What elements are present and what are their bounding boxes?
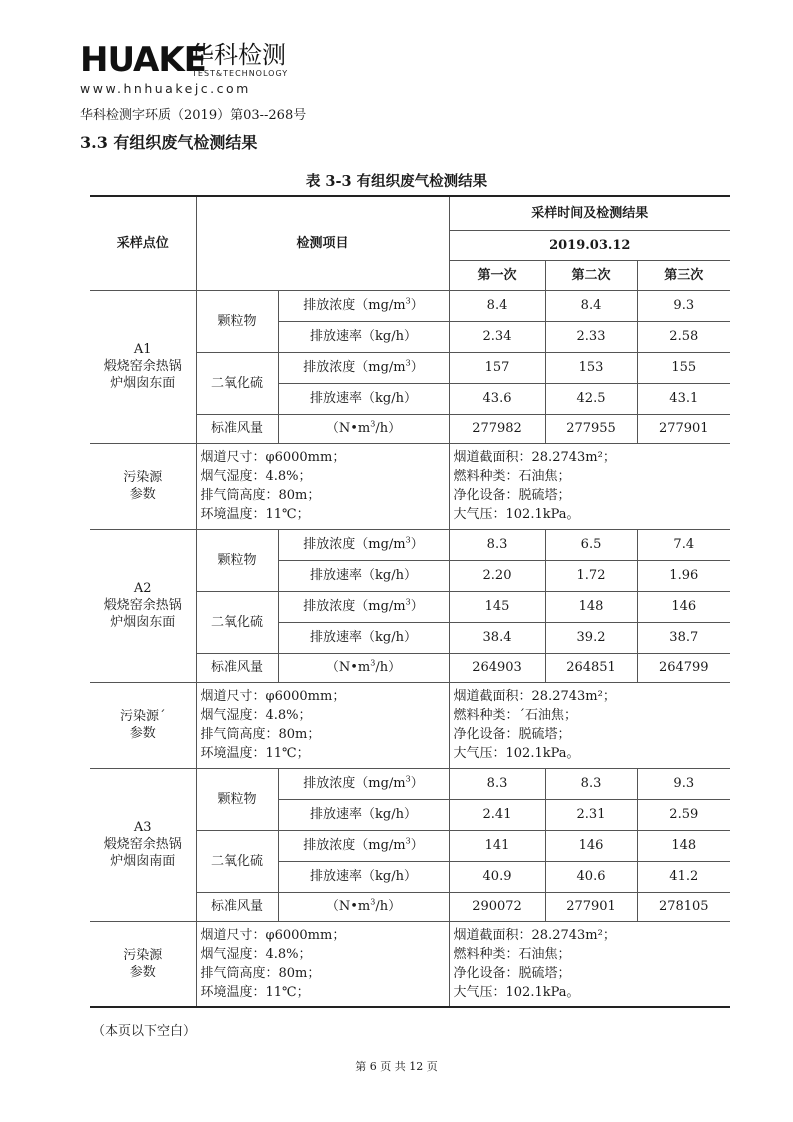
results-table — [90, 195, 730, 1008]
pm-concentration-run-3: 9.3 — [637, 768, 730, 799]
so2-label: 二氧化硫 — [196, 352, 278, 414]
so2-concentration-label — [278, 352, 449, 383]
so2-concentration-run-3: 148 — [637, 830, 730, 861]
site-name-line1: 煅烧窑余热锅 — [103, 359, 182, 374]
table-caption: 表 3-3 有组织废气检测结果 — [305, 173, 488, 190]
conc-label-end: ） — [410, 838, 424, 853]
std-flow-unit — [278, 653, 449, 682]
particulate-label: 颗粒物 — [196, 290, 278, 352]
pm-rate-run-2: 2.33 — [545, 321, 637, 352]
conc-label-end: ） — [410, 776, 424, 791]
conc-label-text: 排放浓度（mg/m — [303, 599, 406, 614]
params-text: 参数 — [129, 487, 156, 502]
site-name-A2 — [90, 529, 196, 682]
pm-concentration-run-1: 8.3 — [449, 768, 545, 799]
so2-label: 二氧化硫 — [196, 830, 278, 892]
website-url: www.hnhuakejc.com — [80, 81, 251, 96]
logo-mark: HUAKE — [80, 40, 206, 80]
param-left-1: 烟气湿度：4.8%； — [200, 708, 312, 723]
source-params-right — [449, 443, 730, 529]
blank-page-note: （本页以下空白） — [92, 1024, 197, 1039]
header-run-3: 第三次 — [637, 260, 730, 290]
param-right-3: 大气压：102.1kPa。 — [453, 746, 580, 761]
pm-concentration-run-2: 8.4 — [545, 290, 637, 321]
param-left-0: 烟道尺寸：φ6000mm； — [200, 927, 346, 943]
flow-unit-post: /h） — [375, 421, 402, 436]
pm-rate-run-3: 2.58 — [637, 321, 730, 352]
pm-concentration-label — [278, 529, 449, 560]
conc-label-sup: 3 — [405, 296, 411, 306]
pm-concentration-run-2: 8.3 — [545, 768, 637, 799]
particulate-label: 颗粒物 — [196, 529, 278, 591]
so2-rate-label: 排放速率（kg/h） — [278, 861, 449, 892]
param-right-1: 燃料种类：石油焦； — [453, 946, 571, 962]
pm-concentration-run-1: 8.4 — [449, 290, 545, 321]
so2-rate-run-3: 38.7 — [637, 622, 730, 653]
so2-rate-run-2: 42.5 — [545, 383, 637, 414]
param-left-1: 烟气湿度：4.8%； — [200, 469, 312, 484]
pm-rate-label: 排放速率（kg/h） — [278, 799, 449, 830]
conc-label-end: ） — [410, 360, 424, 375]
pm-concentration-label — [278, 290, 449, 321]
std-flow-run-3: 278105 — [637, 892, 730, 921]
conc-label-sup: 3 — [405, 535, 411, 545]
site-name-line2: 炉烟囱东面 — [110, 376, 176, 391]
pollution-source-label — [90, 443, 196, 529]
std-flow-run-1: 290072 — [449, 892, 545, 921]
so2-rate-run-2: 40.6 — [545, 861, 637, 892]
pollution-source-text: 污染源 — [123, 470, 163, 485]
param-left-0: 烟道尺寸：φ6000mm； — [200, 689, 346, 704]
pm-rate-run-1: 2.41 — [449, 799, 545, 830]
flow-unit-pre: （N•m — [325, 899, 371, 914]
params-text: 参数 — [129, 964, 156, 980]
site-id: A2 — [133, 581, 152, 596]
site-name-line1: 煅烧窑余热锅 — [103, 837, 182, 852]
pm-rate-label: 排放速率（kg/h） — [278, 321, 449, 352]
so2-concentration-label — [278, 830, 449, 861]
particulate-label: 颗粒物 — [196, 768, 278, 830]
so2-rate-run-3: 41.2 — [637, 861, 730, 892]
site-name-line2: 炉烟囱东面 — [110, 615, 176, 630]
so2-concentration-run-1: 141 — [449, 830, 545, 861]
so2-concentration-label — [278, 591, 449, 622]
pm-concentration-label — [278, 768, 449, 799]
header-run-1: 第一次 — [449, 260, 545, 290]
so2-rate-run-1: 40.9 — [449, 861, 545, 892]
so2-rate-label: 排放速率（kg/h） — [278, 622, 449, 653]
section-title: 3.3 有组织废气检测结果 — [80, 133, 258, 152]
pollution-source-text: 污染源 — [123, 947, 163, 963]
so2-concentration-run-3: 155 — [637, 352, 730, 383]
std-flow-run-3: 264799 — [637, 653, 730, 682]
so2-concentration-run-1: 145 — [449, 591, 545, 622]
flow-unit-sup: 3 — [370, 419, 376, 429]
param-right-0: 烟道截面积：28.2743m²； — [453, 689, 616, 704]
flow-unit-sup: 3 — [370, 658, 376, 668]
pm-concentration-run-2: 6.5 — [545, 529, 637, 560]
so2-concentration-run-2: 153 — [545, 352, 637, 383]
conc-label-sup: 3 — [405, 774, 411, 784]
site-name-line2: 炉烟囱南面 — [110, 854, 176, 869]
param-right-1: 燃料种类：ˊ石油焦； — [453, 708, 578, 723]
so2-rate-run-1: 38.4 — [449, 622, 545, 653]
so2-rate-run-3: 43.1 — [637, 383, 730, 414]
pollution-source-label — [90, 682, 196, 768]
param-right-2: 净化设备：脱硫塔； — [453, 727, 571, 742]
company-name: 华科检测 — [190, 41, 286, 69]
so2-concentration-run-3: 146 — [637, 591, 730, 622]
conc-label-text: 排放浓度（mg/m — [303, 360, 406, 375]
std-flow-run-3: 277901 — [637, 414, 730, 443]
conc-label-sup: 3 — [405, 597, 411, 607]
param-left-2: 排气筒高度：80m； — [200, 488, 321, 503]
so2-label: 二氧化硫 — [196, 591, 278, 653]
site-id: A3 — [133, 820, 152, 835]
site-name-A1 — [90, 290, 196, 443]
header-test-item: 检测项目 — [196, 196, 449, 290]
so2-rate-run-2: 39.2 — [545, 622, 637, 653]
source-params-left — [196, 443, 449, 529]
so2-concentration-run-2: 148 — [545, 591, 637, 622]
pm-rate-run-2: 2.31 — [545, 799, 637, 830]
site-id: A1 — [133, 342, 152, 357]
conc-label-end: ） — [410, 599, 424, 614]
param-left-3: 环境温度：11℃； — [200, 984, 310, 1000]
flow-unit-post: /h） — [375, 899, 402, 914]
flow-unit-pre: （N•m — [325, 421, 371, 436]
param-left-2: 排气筒高度：80m； — [200, 965, 321, 981]
std-flow-run-2: 277901 — [545, 892, 637, 921]
flow-unit-post: /h） — [375, 660, 402, 675]
source-params-right — [449, 682, 730, 768]
source-params-left — [196, 682, 449, 768]
param-right-3: 大气压：102.1kPa。 — [453, 507, 580, 522]
conc-label-text: 排放浓度（mg/m — [303, 537, 406, 552]
pm-rate-run-1: 2.34 — [449, 321, 545, 352]
std-flow-unit — [278, 892, 449, 921]
source-params-left — [196, 921, 449, 1007]
conc-label-text: 排放浓度（mg/m — [303, 298, 406, 313]
param-left-3: 环境温度：11℃； — [200, 507, 310, 522]
so2-concentration-run-2: 146 — [545, 830, 637, 861]
site-name-A3 — [90, 768, 196, 921]
so2-concentration-run-1: 157 — [449, 352, 545, 383]
pm-concentration-run-1: 8.3 — [449, 529, 545, 560]
so2-rate-run-1: 43.6 — [449, 383, 545, 414]
std-flow-run-1: 264903 — [449, 653, 545, 682]
header-date: 2019.03.12 — [449, 230, 730, 260]
std-flow-run-1: 277982 — [449, 414, 545, 443]
header-run-2: 第二次 — [545, 260, 637, 290]
params-text: 参数 — [129, 726, 156, 741]
std-flow-label: 标准风量 — [196, 653, 278, 682]
pm-rate-run-3: 2.59 — [637, 799, 730, 830]
so2-rate-label: 排放速率（kg/h） — [278, 383, 449, 414]
conc-label-text: 排放浓度（mg/m — [303, 838, 406, 853]
param-left-1: 烟气湿度：4.8%； — [200, 946, 312, 962]
site-name-line1: 煅烧窑余热锅 — [103, 598, 182, 613]
param-right-0: 烟道截面积：28.2743m²； — [453, 450, 616, 465]
param-left-3: 环境温度：11℃； — [200, 746, 310, 761]
conc-label-sup: 3 — [405, 358, 411, 368]
param-right-2: 净化设备：脱硫塔； — [453, 965, 571, 981]
conc-label-end: ） — [410, 537, 424, 552]
page-footer: 第 6 页 共 12 页 — [355, 1060, 438, 1073]
document-number: 华科检测字环质（2019）第03--268号 — [80, 108, 307, 123]
pollution-source-text: 污染源ˊ — [119, 709, 166, 724]
std-flow-label: 标准风量 — [196, 892, 278, 921]
source-params-right — [449, 921, 730, 1007]
pm-rate-label: 排放速率（kg/h） — [278, 560, 449, 591]
pm-rate-run-2: 1.72 — [545, 560, 637, 591]
param-right-1: 燃料种类：石油焦； — [453, 469, 571, 484]
std-flow-run-2: 264851 — [545, 653, 637, 682]
flow-unit-sup: 3 — [370, 897, 376, 907]
pm-concentration-run-3: 7.4 — [637, 529, 730, 560]
param-right-0: 烟道截面积：28.2743m²； — [453, 927, 616, 943]
conc-label-sup: 3 — [405, 836, 411, 846]
pm-rate-run-3: 1.96 — [637, 560, 730, 591]
param-right-3: 大气压：102.1kPa。 — [453, 984, 580, 1000]
param-left-0: 烟道尺寸：φ6000mm； — [200, 450, 346, 465]
company-name-en: TEST&TECHNOLOGY — [192, 69, 289, 78]
flow-unit-pre: （N•m — [325, 660, 371, 675]
param-right-2: 净化设备：脱硫塔； — [453, 488, 571, 503]
pm-concentration-run-3: 9.3 — [637, 290, 730, 321]
conc-label-text: 排放浓度（mg/m — [303, 776, 406, 791]
std-flow-unit — [278, 414, 449, 443]
conc-label-end: ） — [410, 298, 424, 313]
header-time-results: 采样时间及检测结果 — [449, 196, 730, 230]
std-flow-run-2: 277955 — [545, 414, 637, 443]
pollution-source-label — [90, 921, 196, 1007]
header-sampling-point: 采样点位 — [90, 196, 196, 290]
param-left-2: 排气筒高度：80m； — [200, 727, 321, 742]
std-flow-label: 标准风量 — [196, 414, 278, 443]
pm-rate-run-1: 2.20 — [449, 560, 545, 591]
